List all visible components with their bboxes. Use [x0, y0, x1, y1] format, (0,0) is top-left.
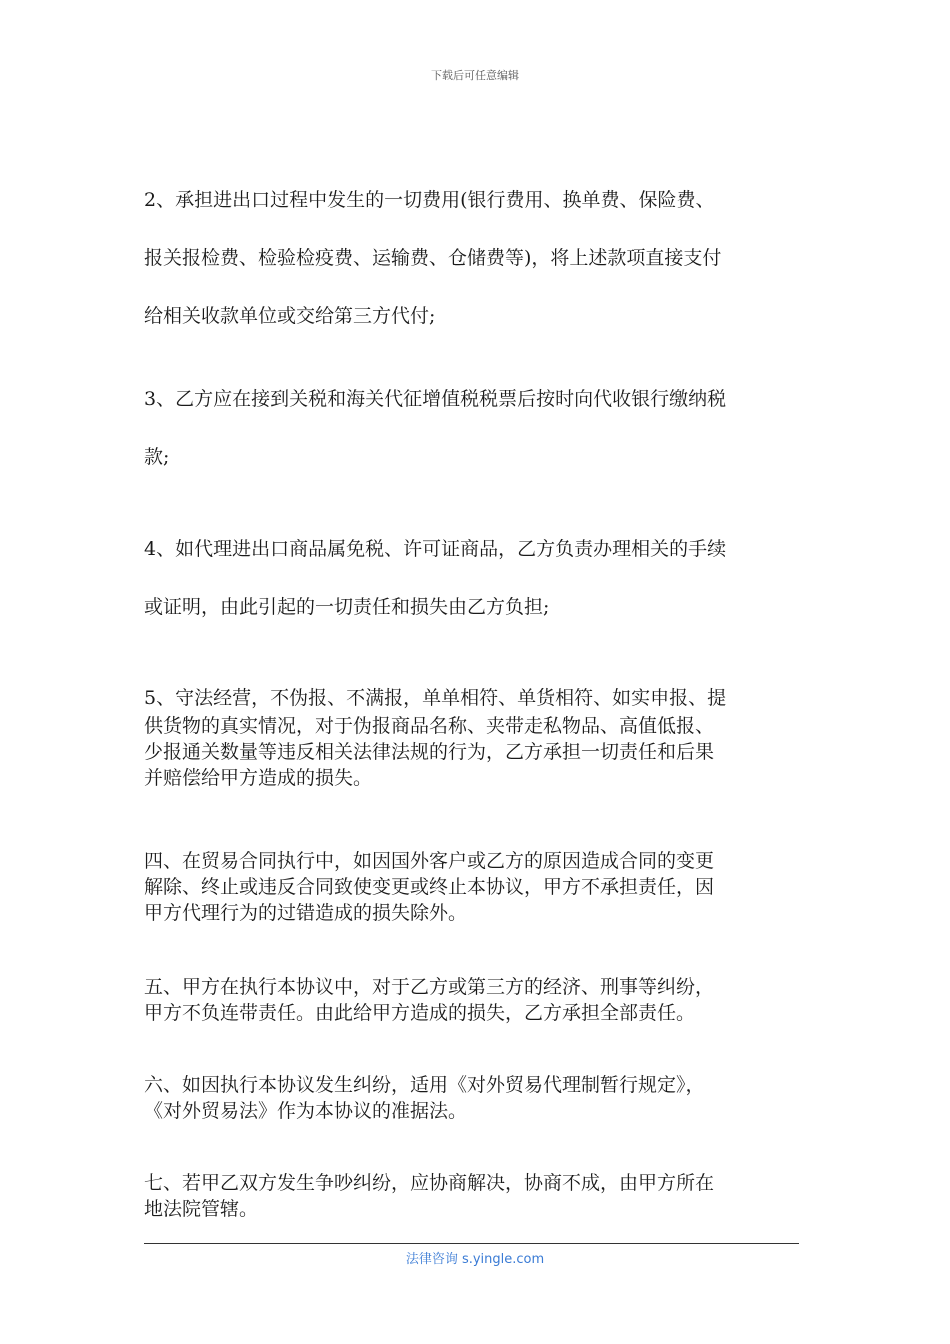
- paragraph-line: 并赔偿给甲方造成的损失。: [144, 767, 373, 789]
- paragraph-clause-3: [144, 370, 809, 486]
- paragraph-article-4: [144, 848, 809, 926]
- paragraph-line: 5、守法经营，不伪报、不满报，单单相符、单货相符、如实申报、提: [144, 687, 727, 709]
- paragraph-line: 《对外贸易法》作为本协议的准据法。: [144, 1100, 468, 1122]
- footer-divider: [144, 1243, 799, 1244]
- paragraph-line: 地法院管辖。: [144, 1198, 259, 1220]
- paragraph-line: 3、乙方应在接到关税和海关代征增值税税票后按时向代收银行缴纳税: [144, 388, 727, 410]
- paragraph-line: 4、如代理进出口商品属免税、许可证商品，乙方负责办理相关的手续: [144, 538, 727, 560]
- paragraph-article-5: [144, 974, 809, 1026]
- paragraph-line: 给相关收款单位或交给第三方代付;: [144, 305, 436, 327]
- paragraph-line: 2、承担进出口过程中发生的一切费用(银行费用、换单费、保险费、: [144, 189, 715, 211]
- paragraph-clause-4: [144, 520, 809, 636]
- paragraph-clause-5: [144, 669, 809, 791]
- paragraph-line: 报关报检费、检验检疫费、运输费、仓储费等)，将上述款项直接支付: [144, 247, 722, 269]
- paragraph-line: 七、若甲乙双方发生争吵纠纷，应协商解决，协商不成，由甲方所在: [144, 1172, 715, 1194]
- paragraph-line: 甲方代理行为的过错造成的损失除外。: [144, 902, 468, 924]
- paragraph-line: 五、甲方在执行本协议中，对于乙方或第三方的经济、刑事等纠纷，: [144, 976, 715, 998]
- paragraph-article-7: [144, 1170, 809, 1222]
- paragraph-line: 四、在贸易合同执行中，如因国外客户或乙方的原因造成合同的变更: [144, 850, 715, 872]
- paragraph-line: 款;: [144, 446, 170, 468]
- paragraph-line: 六、如因执行本协议发生纠纷，适用《对外贸易代理制暂行规定》，: [144, 1074, 705, 1096]
- header-note: 下载后可任意编辑: [431, 69, 519, 82]
- paragraph-article-6: [144, 1072, 809, 1124]
- paragraph-line: 解除、终止或违反合同致使变更或终止本协议，甲方不承担责任，因: [144, 876, 715, 898]
- paragraph-clause-2: [144, 171, 809, 345]
- footer-link[interactable]: 法律咨询 s.yingle.com: [405, 1252, 545, 1267]
- paragraph-line: 供货物的真实情况，对于伪报商品名称、夹带走私物品、高值低报、: [144, 715, 715, 737]
- paragraph-line: 甲方不负连带责任。由此给甲方造成的损失，乙方承担全部责任。: [144, 1002, 696, 1024]
- paragraph-line: 或证明，由此引起的一切责任和损失由乙方负担;: [144, 596, 550, 618]
- paragraph-line: 少报通关数量等违反相关法律法规的行为，乙方承担一切责任和后果: [144, 741, 715, 763]
